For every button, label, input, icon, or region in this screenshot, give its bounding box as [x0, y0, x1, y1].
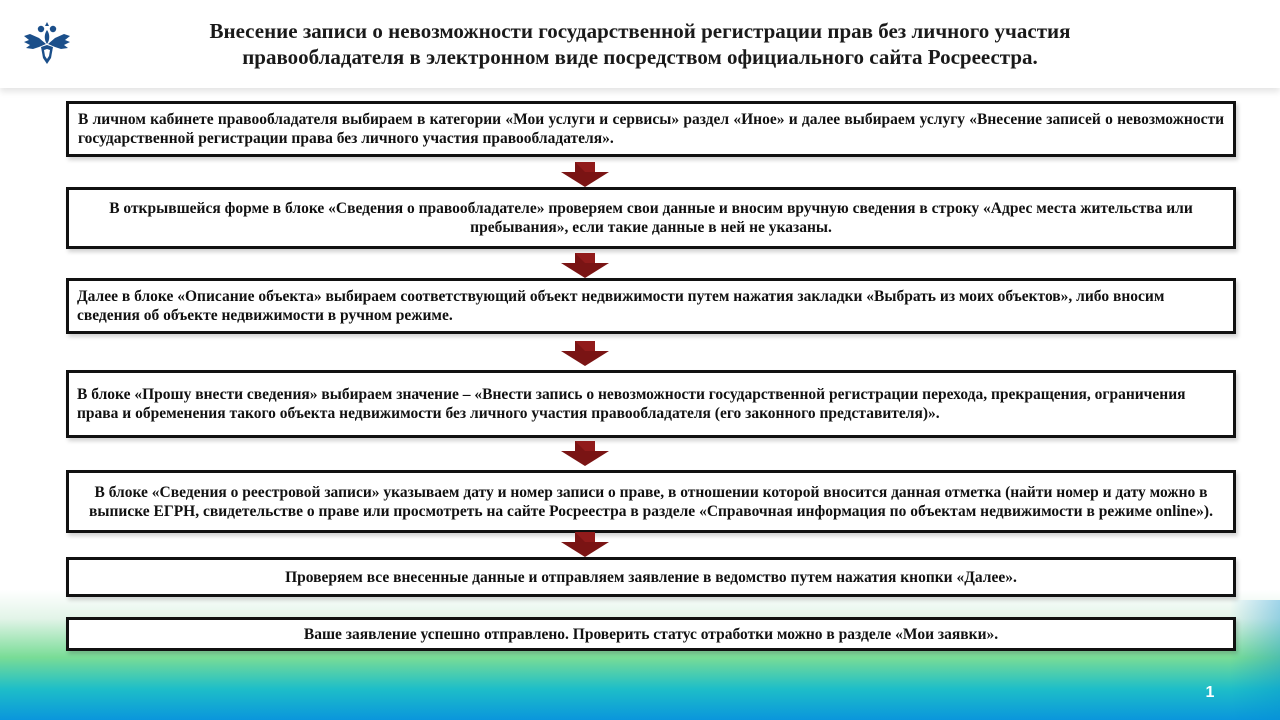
down-arrow-icon [559, 441, 611, 467]
step-1-box [66, 101, 1236, 157]
right-edge-decoration [1230, 600, 1280, 720]
page-title [110, 18, 1170, 70]
step-5-text: В блоке «Сведения о реестровой записи» указываем дату и номер записи о праве, в отношении которой вносится данная отметка (найти номер и дату можно в выписке ЕГРН, свидетельстве о праве или просмотреть на сайте Росреестра в разделе «Справочная информация по объектам недвижимости в режиме online»). [89, 483, 1213, 520]
step-4-text: В блоке «Прошу внести сведения» выбираем значение – «Внести запись о невозможности государственной регистрации перехода, прекращения, ограничения права и обременения такого объекта недвижимости без личного участия правообладателя (его законного представителя)». [77, 386, 1186, 422]
step-7-text: Ваше заявление успешно отправлено. Проверить статус отработки можно в разделе «Мои заявки». [303, 625, 999, 643]
bottom-gradient-decoration [0, 590, 1280, 720]
down-arrow-icon [559, 162, 611, 188]
step-2-text: В открывшейся форме в блоке «Сведения о правообладателе» проверяем свои данные и вносим вручную сведения в строку «Адрес места жительства или пребывания», если такие данные в ней не указаны. [109, 200, 1193, 236]
page-title-line-1: Внесение записи о невозможности государственной регистрации прав без личного участия [209, 19, 1071, 43]
page-number: 1 [1205, 684, 1215, 701]
step-3-box [66, 278, 1236, 334]
down-arrow-icon [559, 253, 611, 279]
step-6-box [66, 557, 1236, 597]
step-1-text: В личном кабинете правообладателя выбираем в категории «Мои услуги и сервисы» раздел «Иное» и далее выбираем услугу «Внесение записей о невозможности государственной регистрации права без личного участия правообладателя». [78, 111, 1224, 147]
down-arrow-icon [559, 532, 611, 558]
page-title-line-2: правообладателя в электронном виде посредством официального сайта Росреестра. [242, 45, 1038, 69]
step-5-box [66, 470, 1236, 533]
step-7-box [66, 617, 1236, 651]
header [0, 0, 1280, 88]
step-4-box [66, 370, 1236, 438]
step-3-text: Далее в блоке «Описание объекта» выбираем соответствующий объект недвижимости путем нажатия закладки «Выбрать из моих объектов», либо вносим сведения об объекте недвижимости в ручном режиме. [77, 288, 1165, 324]
down-arrow-icon [559, 341, 611, 367]
double-headed-eagle-emblem-icon [20, 20, 74, 68]
step-2-box [66, 187, 1236, 249]
step-6-text: Проверяем все внесенные данные и отправляем заявление в ведомство путем нажатия кнопки «Далее». [285, 568, 1017, 586]
